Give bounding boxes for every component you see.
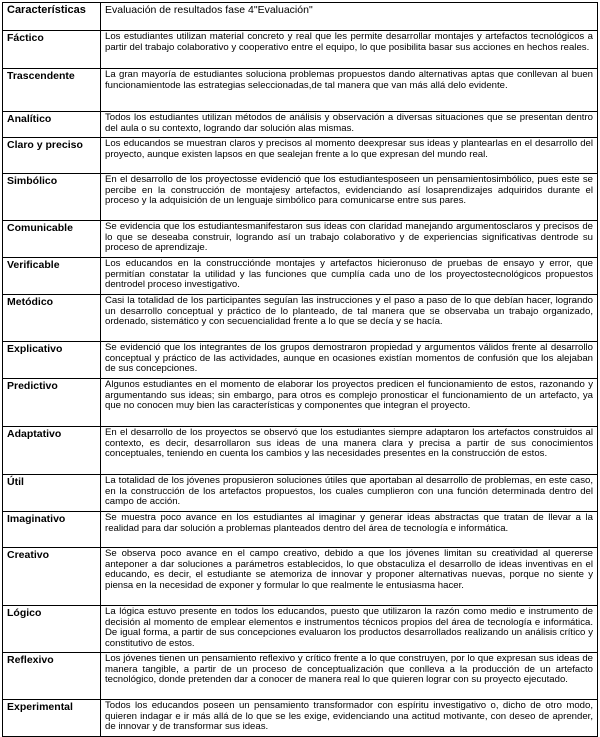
table-row	[3, 379, 598, 427]
row-description: Todos los estudiantes utilizan métodos de análisis y observación a diversas situaciones que se presentan dentro del aula o su contexto, logrando dar solución alas mismas.	[101, 112, 598, 138]
row-description: Los estudiantes utilizan material concreto y real que les permite desarrollar montajes y artefactos tecnológicos a partir del trabajo colaborativo y cooperativo entre el equipo, lo que posibilita basar sus acciones en hechos reales.	[101, 31, 598, 69]
row-characteristic: Explicativo	[3, 342, 101, 379]
row-characteristic: Analítico	[3, 112, 101, 138]
header-evaluation: Evaluación de resultados fase 4"Evaluación"	[101, 3, 598, 31]
row-characteristic: Reflexivo	[3, 653, 101, 700]
row-description: En el desarrollo de los proyectosse evidenció que los estudiantesposeen un pensamientosimbólico, pues este se percibe en la construcción de montajesy artefactos, evidenciando así losaprendizajes adquiridos durante el proceso y la adquisición de un lenguaje simbólico para comunicarse entre sus pares.	[101, 174, 598, 221]
row-characteristic: Adaptativo	[3, 427, 101, 475]
table-row	[3, 69, 598, 112]
table-row	[3, 295, 598, 342]
row-description: Casi la totalidad de los participantes seguían las instrucciones y el paso a paso de lo que debían hacer, logrando un desarrollo conceptual y práctico de lo planteado, de tal manera que se observaba un trabajo organizado, ordenado, sistemático y con secuencialidad frente a lo que se decía y se hacía.	[101, 295, 598, 342]
table-row	[3, 31, 598, 69]
header-row	[3, 3, 598, 31]
row-characteristic: Verificable	[3, 258, 101, 295]
row-description: La gran mayoría de estudiantes soluciona problemas propuestos dando alternativas aptas que conllevan al buen funcionamientode las estrategias seleccionadas,de tal manera que van más allá delo evidente.	[101, 69, 598, 112]
table-row	[3, 475, 598, 512]
row-characteristic: Simbólico	[3, 174, 101, 221]
row-characteristic: Lógico	[3, 606, 101, 653]
row-description: Se evidenció que los integrantes de los grupos demostraron propiedad y argumentos válidos frente al desarrollo conceptual y práctico de las actividades, aunque en ocasiones existían momentos de confusión que los alejaban de sus concepciones.	[101, 342, 598, 379]
row-characteristic: Metódico	[3, 295, 101, 342]
table-row	[3, 112, 598, 138]
row-description: Se evidencia que los estudiantesmanifestaron sus ideas con claridad manejando argumentosclaros y precisos de lo que se deseaba construir, logrando así un trabajo colaborativo y de experiencias significativas dentrode su proceso de aprendizaje.	[101, 221, 598, 258]
table-row	[3, 427, 598, 475]
row-characteristic: Claro y preciso	[3, 138, 101, 174]
row-characteristic: Experimental	[3, 700, 101, 737]
table-row	[3, 258, 598, 295]
row-characteristic: Útil	[3, 475, 101, 512]
row-description: Los educandos en la construcciónde montajes y artefactos hicieronuso de pruebas de ensayo y error, que permitían constatar la utilidad y las funciones que cumplía cada uno de los proyectostecnológicos propuestos dentrodel proceso investigativo.	[101, 258, 598, 295]
row-characteristic: Imaginativo	[3, 512, 101, 548]
row-characteristic: Creativo	[3, 548, 101, 606]
table-row	[3, 174, 598, 221]
row-description: En el desarrollo de los proyectos se observó que los estudiantes siempre adaptaron los artefactos construidos al contexto, es decir, desarrollaron sus ideas de una manera clara y precisa a partir de sus conocimientos conceptuales, teniendo en cuenta los cambios y las necesidades presentes en la construcción de estos.	[101, 427, 598, 475]
row-description: Los jóvenes tienen un pensamiento reflexivo y crítico frente a lo que construyen, por lo que expresan sus ideas de manera tangible, a partir de un proceso de conceptualización que conlleva a la producción de un artefacto tecnológico, donde pretenden dar a conocer de manera real lo que quieren lograr con su proyecto ejecutado.	[101, 653, 598, 700]
header-characteristics: Características	[3, 3, 101, 31]
row-characteristic: Fáctico	[3, 31, 101, 69]
evaluation-table	[2, 2, 598, 737]
row-characteristic: Trascendente	[3, 69, 101, 112]
table-row	[3, 700, 598, 737]
table-row	[3, 138, 598, 174]
table-row	[3, 548, 598, 606]
row-description: Los educandos se muestran claros y precisos al momento deexpresar sus ideas y plantearlas en el desarrollo del proyecto, aunque existen lapsos en que sealejan frente a lo que expresan del mundo real.	[101, 138, 598, 174]
row-description: Se observa poco avance en el campo creativo, debido a que los jóvenes limitan su creatividad al quererse anteponer a dar soluciones a parámetros establecidos, lo que obstaculiza el desarrollo de ideas inventivas en el educando, es decir, el estudiante se atemoriza de innovar y proponer alternativas nuevas, porque no siente y piensa en la necesidad de exponer y formular lo que realmente le entusiasma hacer.	[101, 548, 598, 606]
row-characteristic: Comunicable	[3, 221, 101, 258]
table-row	[3, 606, 598, 653]
table-row	[3, 512, 598, 548]
table-row	[3, 221, 598, 258]
row-description: Algunos estudiantes en el momento de elaborar los proyectos predicen el funcionamiento de estos, razonando y argumentando sus ideas; sin embargo, para otros es complejo pronosticar el funcionamiento de un artefacto, ya que no conocen muy bien las características y componentes que integran el proyecto.	[101, 379, 598, 427]
table-row	[3, 653, 598, 700]
row-description: La totalidad de los jóvenes propusieron soluciones útiles que aportaban al desarrollo de problemas, en este caso, en la construcción de los artefactos propuestos, los cuales cumplieron con una función determinada dentro del campo de acción.	[101, 475, 598, 512]
table-row	[3, 342, 598, 379]
row-characteristic: Predictivo	[3, 379, 101, 427]
row-description: Todos los educandos poseen un pensamiento transformador con espíritu investigativo o, dicho de otro modo, quieren indagar e ir más allá de lo que se les exige, evidenciando una actitud motivante, con deseo de aprender, de innovar y de transformar sus ideas.	[101, 700, 598, 737]
row-description: Se muestra poco avance en los estudiantes al imaginar y generar ideas abstractas que tratan de llevar a la realidad para dar solución a problemas planteados dentro del área de tecnología e informática.	[101, 512, 598, 548]
row-description: La lógica estuvo presente en todos los educandos, puesto que utilizaron la razón como medio e instrumento de decisión al momento de emplear elementos e instrumentos técnicos propios del área de tecnología e informática. De igual forma, a partir de sus concepciones evaluaron los productos desarrollados realizando un análisis crítico y constitutivo de estos.	[101, 606, 598, 653]
